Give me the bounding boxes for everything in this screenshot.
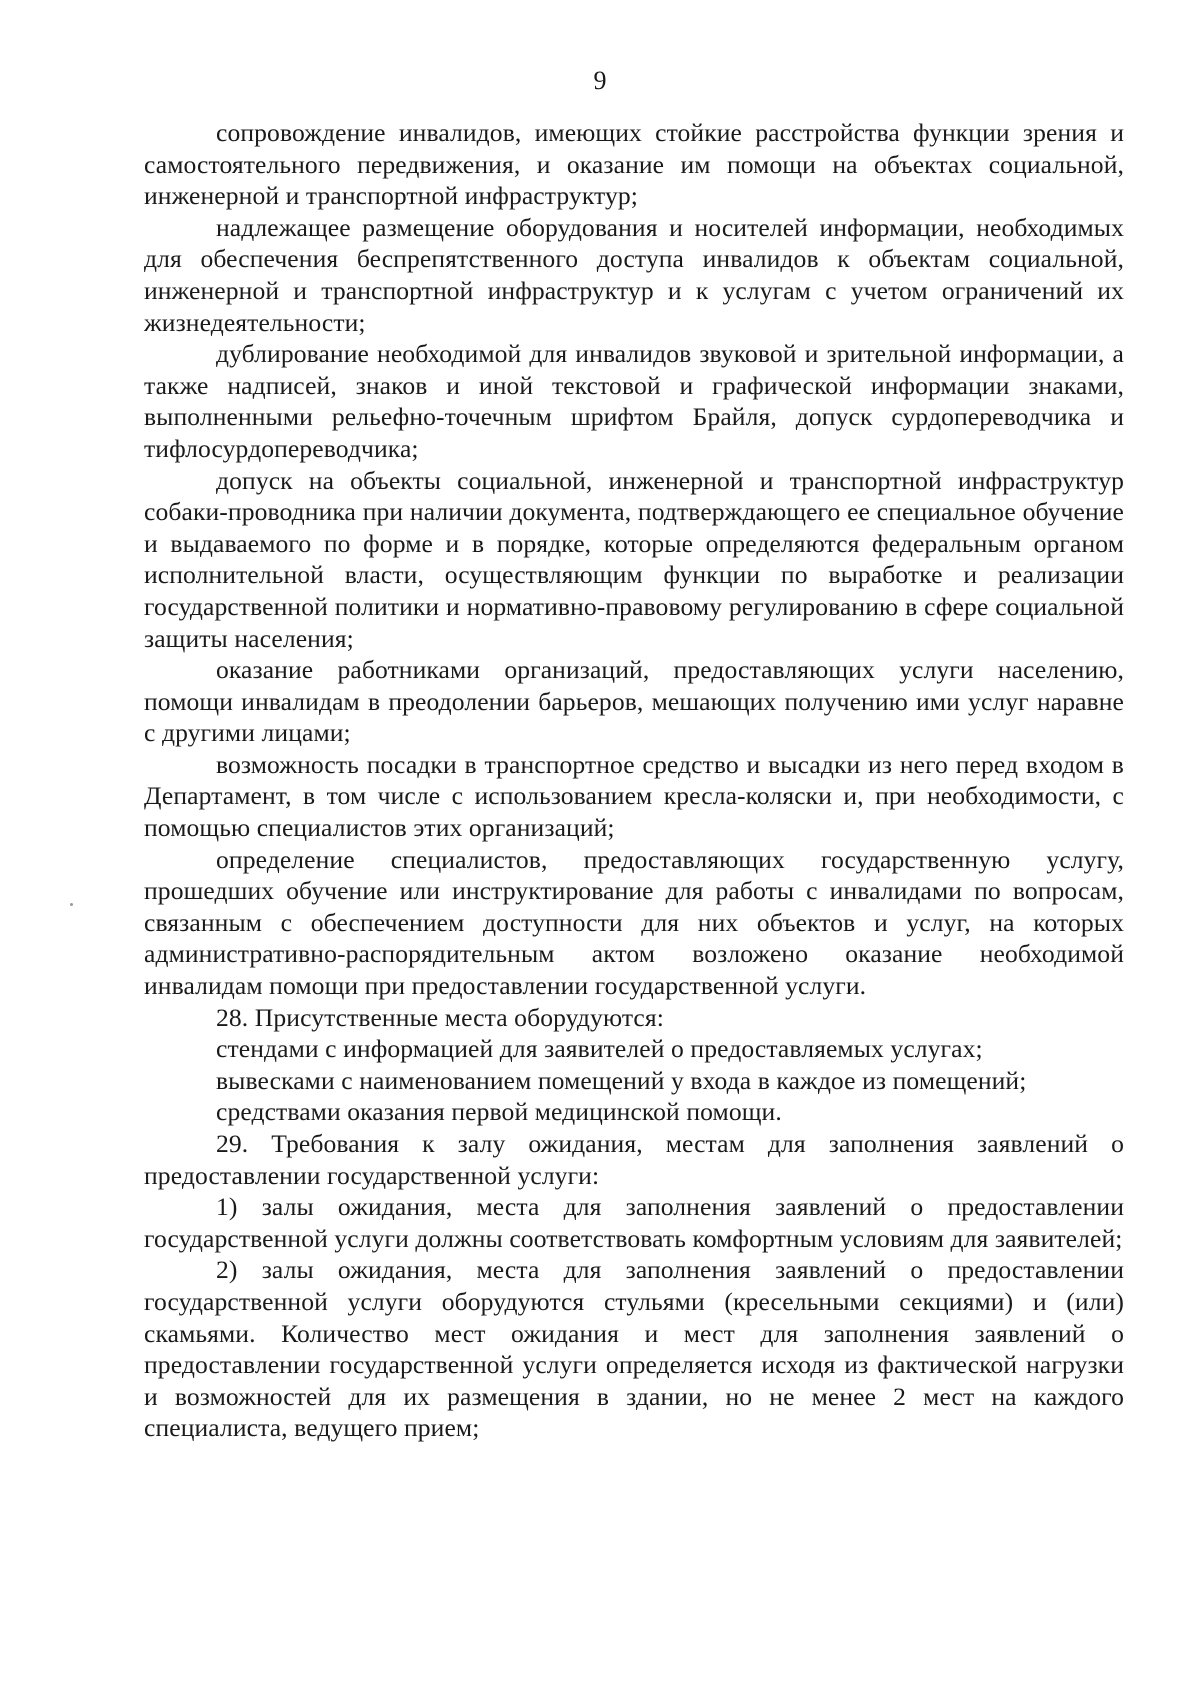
paragraph-stands: стендами с информацией для заявителей о предоставляемых услугах; <box>216 1034 983 1064</box>
document-body <box>144 117 1124 1444</box>
paragraph-vehicle-boarding: возможность посадки в транспортное средство и высадки из него перед входом в Департамент, в том числе с использованием кресла-коляски и, при необходимости, с помощью специалистов этих организаций; <box>144 749 1124 843</box>
paragraph-item-29: 29. Требования к залу ожидания, местам для заполнения заявлений о предоставлении государственной услуги: <box>144 1129 1124 1190</box>
paragraph-staff-assistance: оказание работниками организаций, предоставляющих услуги населению, помощи инвалидам в преодолении барьеров, мешающих получению ими услуг наравне с другими лицами; <box>144 655 1124 748</box>
page-number: 9 <box>593 66 607 95</box>
paragraph-guide-dog-access: допуск на объекты социальной, инженерной и транспортной инфраструктур собаки-проводника при наличии документа, подтверждающего ее специальное обучение и выдаваемого по форме и в порядке, которые определяются федеральным органом исполнительной власти, осуществляющим функции по выработке и реализации государственной политики и нормативно-правовому регулированию в сфере социальной защиты населения; <box>144 465 1124 653</box>
paragraph-signboards: вывесками с наименованием помещений у входа в каждое из помещений; <box>216 1065 1027 1095</box>
paragraph-equipment-placement: надлежащее размещение оборудования и носителей информации, необходимых для обеспечения беспрепятственного доступа инвалидов к объектам социальной, инженерной и транспортной инфраструктур и к услугам с учетом ограничений их жизнедеятельности; <box>144 212 1124 337</box>
paragraph-escort-disabled: сопровождение инвалидов, имеющих стойкие расстройства функции зрения и самостоятельного передвижения, и оказание им помощи на объектах социальной, инженерной и транспортной инфраструктур; <box>144 118 1124 211</box>
paragraph-first-aid: средствами оказания первой медицинской помощи. <box>216 1097 782 1127</box>
scan-speck <box>70 903 73 906</box>
paragraph-item-29-2: 2) залы ожидания, места для заполнения заявлений о предоставлении государственной услуги оборудуются стульями (кресельными секциями) и (или) скамьями. Количество мест ожидания и мест для заполнения заявлений о предоставлении государственной услуги определяется исходя из фактической нагрузки и возможностей для их размещения в здании, но не менее 2 мест на каждого специалиста, ведущего прием; <box>144 1255 1124 1443</box>
paragraph-item-29-1: 1) залы ожидания, места для заполнения заявлений о предоставлении государственной услуги должны соответствовать комфортным условиям для заявителей; <box>144 1192 1124 1253</box>
paragraph-specialists-designation: определение специалистов, предоставляющих государственную услугу, прошедших обучение или инструктирование для работы с инвалидами по вопросам, связанным с обеспечением доступности для них объектов и услуг, на которых административно-распорядительным актом возложено оказание необходимой инвалидам помощи при предоставлении государственной услуги. <box>144 844 1124 1001</box>
paragraph-item-28: 28. Присутственные места оборудуются: <box>216 1002 664 1032</box>
paragraph-information-duplication: дублирование необходимой для инвалидов звуковой и зрительной информации, а также надписей, знаков и иной текстовой и графической информации знаками, выполненными рельефно-точечным шрифтом Брайля, допуск сурдопереводчика и тифлосурдопереводчика; <box>144 339 1124 463</box>
